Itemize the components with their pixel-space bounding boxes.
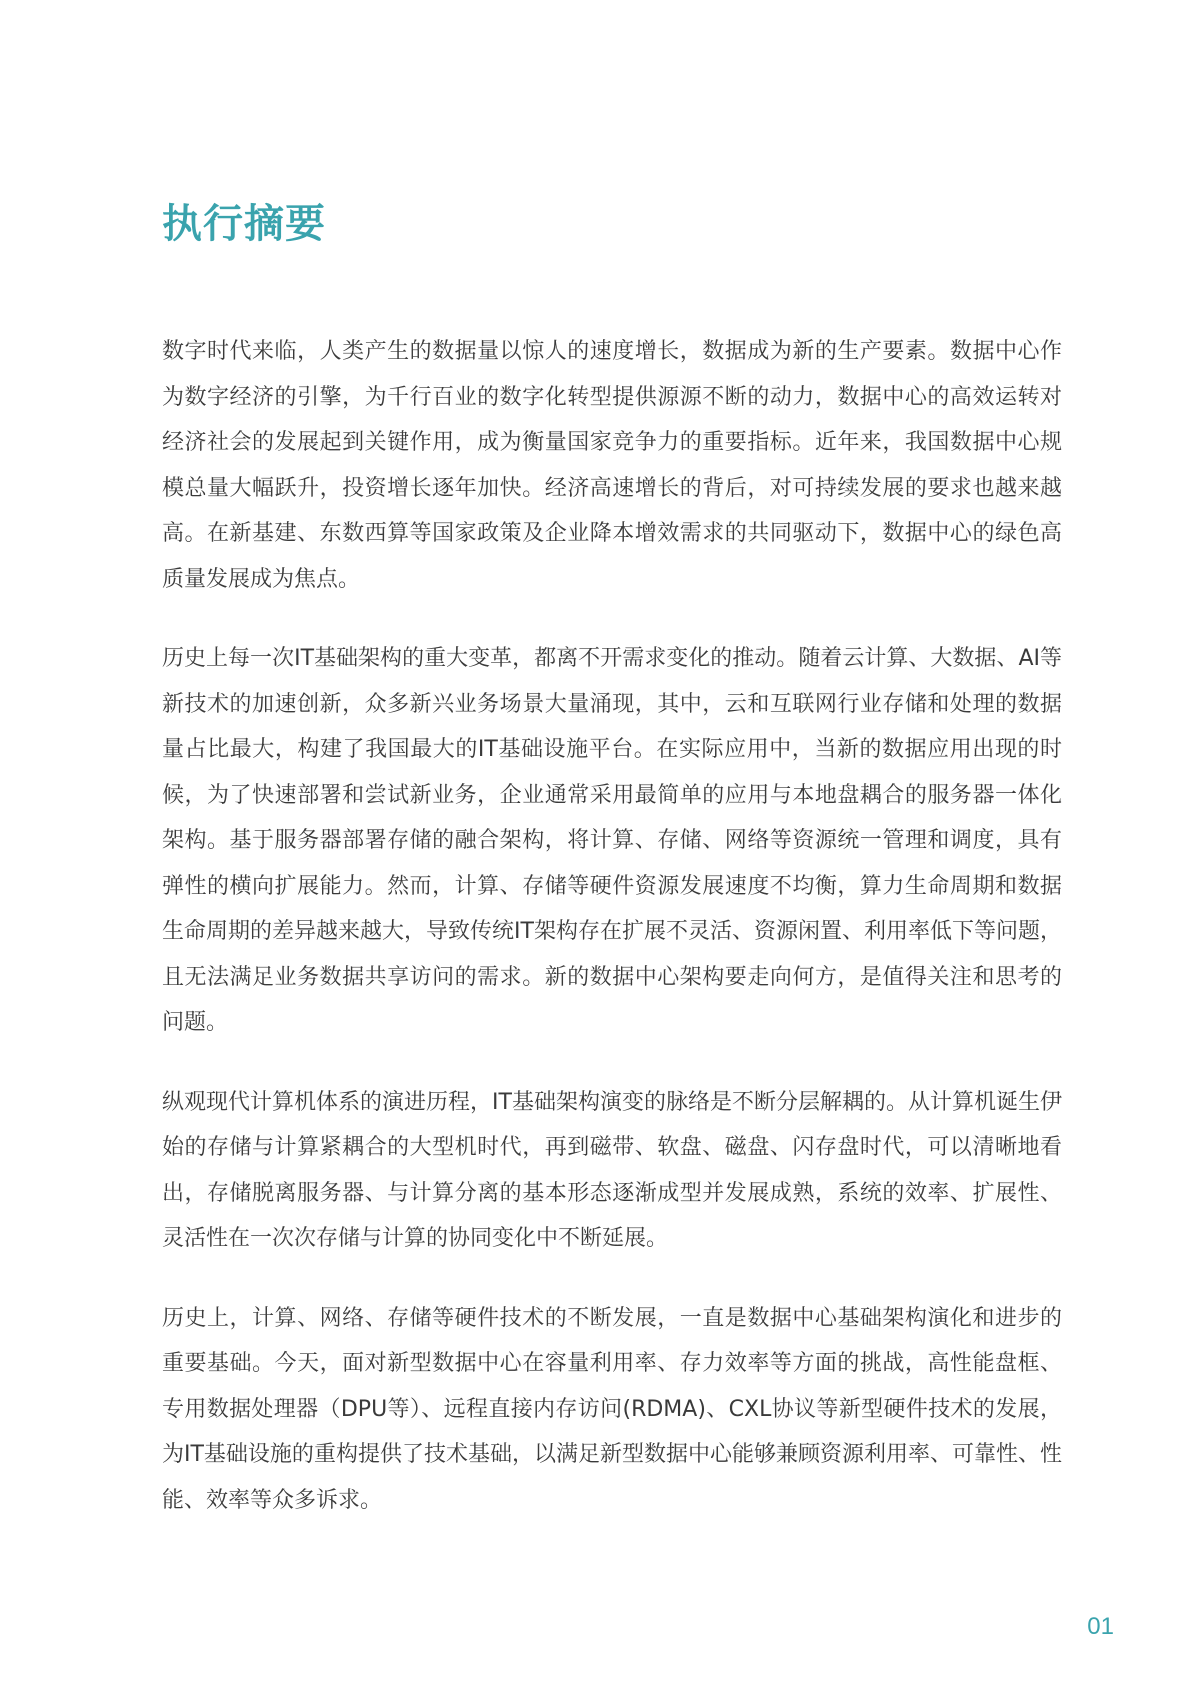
body-text bbox=[162, 329, 1062, 1523]
page-number: 01 bbox=[1087, 1613, 1114, 1640]
paragraph-3: 纵观现代计算机体系的演进历程，IT基础架构演变的脉络是不断分层解耦的。从计算机诞生伊始的存储与计算紧耦合的大型机时代，再到磁带、软盘、磁盘、闪存盘时代，可以清晰地看出，存储脱离服务器、与计算分离的基本形态逐渐成型并发展成熟，系统的效率、扩展性、灵活性在一次次存储与计算的协同变化中不断延展。 bbox=[162, 1089, 1062, 1251]
page-title: 执行摘要 bbox=[162, 201, 326, 247]
paragraph-2: 历史上每一次IT基础架构的重大变革，都离不开需求变化的推动。随着云计算、大数据、AI等新技术的加速创新，众多新兴业务场景大量涌现，其中，云和互联网行业存储和处理的数据量占比最大，构建了我国最大的IT基础设施平台。在实际应用中，当新的数据应用出现的时候，为了快速部署和尝试新业务，企业通常采用最简单的应用与本地盘耦合的服务器一体化架构。基于服务器部署存储的融合架构，将计算、存储、网络等资源统一管理和调度，具有弹性的横向扩展能力。然而，计算、存储等硬件资源发展速度不均衡，算力生命周期和数据生命周期的差异越来越大，导致传统IT架构存在扩展不灵活、资源闲置、利用率低下等问题，且无法满足业务数据共享访问的需求。新的数据中心架构要走向何方，是值得关注和思考的问题。 bbox=[162, 646, 1062, 1035]
paragraph-4: 历史上，计算、网络、存储等硬件技术的不断发展，一直是数据中心基础架构演化和进步的重要基础。今天，面对新型数据中心在容量利用率、存力效率等方面的挑战，高性能盘框、专用数据处理器（DPU等）、远程直接内存访问(RDMA)、CXL协议等新型硬件技术的发展，为IT基础设施的重构提供了技术基础，以满足新型数据中心能够兼顾资源利用率、可靠性、性能、效率等众多诉求。 bbox=[162, 1305, 1062, 1513]
paragraph-1: 数字时代来临，人类产生的数据量以惊人的速度增长，数据成为新的生产要素。数据中心作为数字经济的引擎，为千行百业的数字化转型提供源源不断的动力，数据中心的高效运转对经济社会的发展起到关键作用，成为衡量国家竞争力的重要指标。近年来，我国数据中心规模总量大幅跃升，投资增长逐年加快。经济高速增长的背后，对可持续发展的要求也越来越高。在新基建、东数西算等国家政策及企业降本增效需求的共同驱动下，数据中心的绿色高质量发展成为焦点。 bbox=[162, 339, 1062, 592]
